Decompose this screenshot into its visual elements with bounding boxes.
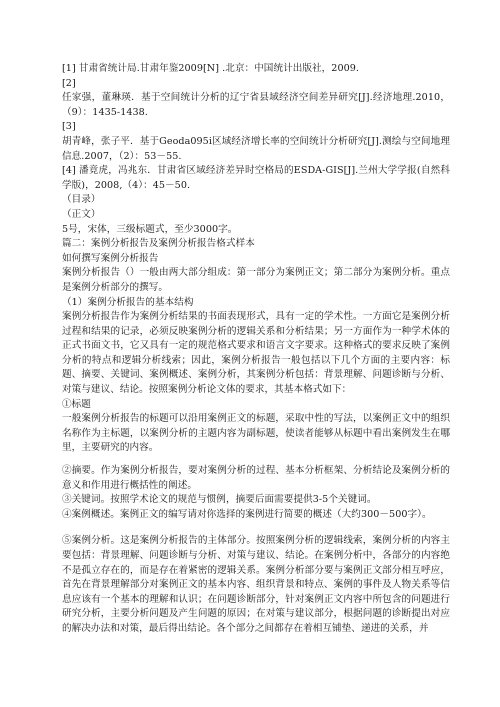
article-subtitle: 如何撰写案例分析报告 — [62, 252, 159, 264]
reference-1: [1] 甘肃省统计局.甘肃年鉴2009[N] .北京：中国统计出版社，2009. — [62, 63, 360, 74]
item-4-overview: ④案例概述。案例正文的编写请对你选择的案例进行简要的概述（大约300－500字）。 — [62, 508, 432, 520]
section-1-body: 案例分析报告作为案例分析结果的书面表现形式，具有一定的学术性。一方面它是案例分析过程和结果的记录，必须反映案例分析的逻辑关系和分析结果；另一方面作为一种学术体的正式书面文书，它又具有一定的规范格式要求和语言文字要求。这种格式的要求反映了案例分析的特点和逻辑分析线索；因此，案例分析报告一般包括以下几个方面的主要内容：标题、摘要、关键词、案例概述、案例分析，其案例分析包括：背景理解、问题诊断与分析、对策与建议、结论。按照案例分析论文体的要求，其基本格式如下： — [62, 311, 450, 396]
reference-3: 胡青峰，张子平．基于Geoda095i区域经济增长率的空间统计分析研究[J].测绘与空间地理信息.2007，（2）：53－55. — [62, 135, 450, 162]
section-1-heading: （1）案例分析报告的基本结构 — [62, 296, 194, 308]
body-label: （正文） — [62, 208, 101, 220]
document-body — [62, 62, 450, 637]
article-title: 篇二：案例分析报告及案例分析报告格式样本 — [62, 238, 255, 250]
item-1-heading: ①标题 — [62, 398, 91, 410]
reference-2-number: [2] — [62, 77, 76, 89]
item-2-abstract: ②摘要。作为案例分析报告，要对案例分析的过程、基本分析框架、分析结论及案例分析的意义和作用进行概括性的阐述。 — [62, 465, 450, 491]
item-3-keywords: ③关键词。按照学术论文的规范与惯例，摘要后面需要提供3-5个关键词。 — [62, 494, 377, 506]
item-5-analysis: ⑤案例分析。这是案例分析报告的主体部分。按照案例分析的逻辑线索，案例分析的内容主要包括：背景理解、问题诊断与分析、对策与建议、结论。在案例分析中，各部分的内容绝不是孤立存在的，而是存在着紧密的逻辑关系。案例分析部分要与案例正文部分相互呼应，首先在背景理解部分对案例正文的基本内容、组织背景和特点、案例的事件及人物关系等信息应该有一个基本的理解和认识；在问题诊断部分，针对案例正文内容中所包含的问题进行研究分析，主要分析问题及产生问题的原因；在对策与建议部分，根据问题的诊断提出对应的解决办法和对策，最后得出结论。各个部分之间都存在着相互铺垫、递进的关系，并 — [62, 535, 450, 634]
reference-3-number: [3] — [62, 121, 76, 133]
toc-label: （目录） — [62, 194, 101, 206]
item-1-body: 一般案例分析报告的标题可以沿用案例正文的标题，采取中性的写法，以案例正文中的组织名称作为主标题，以案例分析的主题内容为副标题，使读者能够从标题中看出案例发生在哪里，主要研究的内容。 — [62, 413, 450, 454]
article-intro: 案例分析报告（）一般由两大部分组成：第一部分为案例正文；第二部分为案例分析。重点是案例分析部分的撰写。 — [62, 267, 450, 293]
font-note: 5号，宋体，三级标题式，至少3000字。 — [62, 223, 238, 235]
reference-2: 任家强，董琳瑛．基于空间统计分析的辽宁省县域经济空间差异研究[J].经济地理.2010，（9）：1435-1438. — [62, 92, 450, 118]
reference-4: [4] 潘竟虎，冯兆东．甘肃省区域经济差异时空格局的ESDA-GIS[J].兰州大学学报(自然科学版)，2008,（4）：45－50. — [62, 165, 450, 191]
